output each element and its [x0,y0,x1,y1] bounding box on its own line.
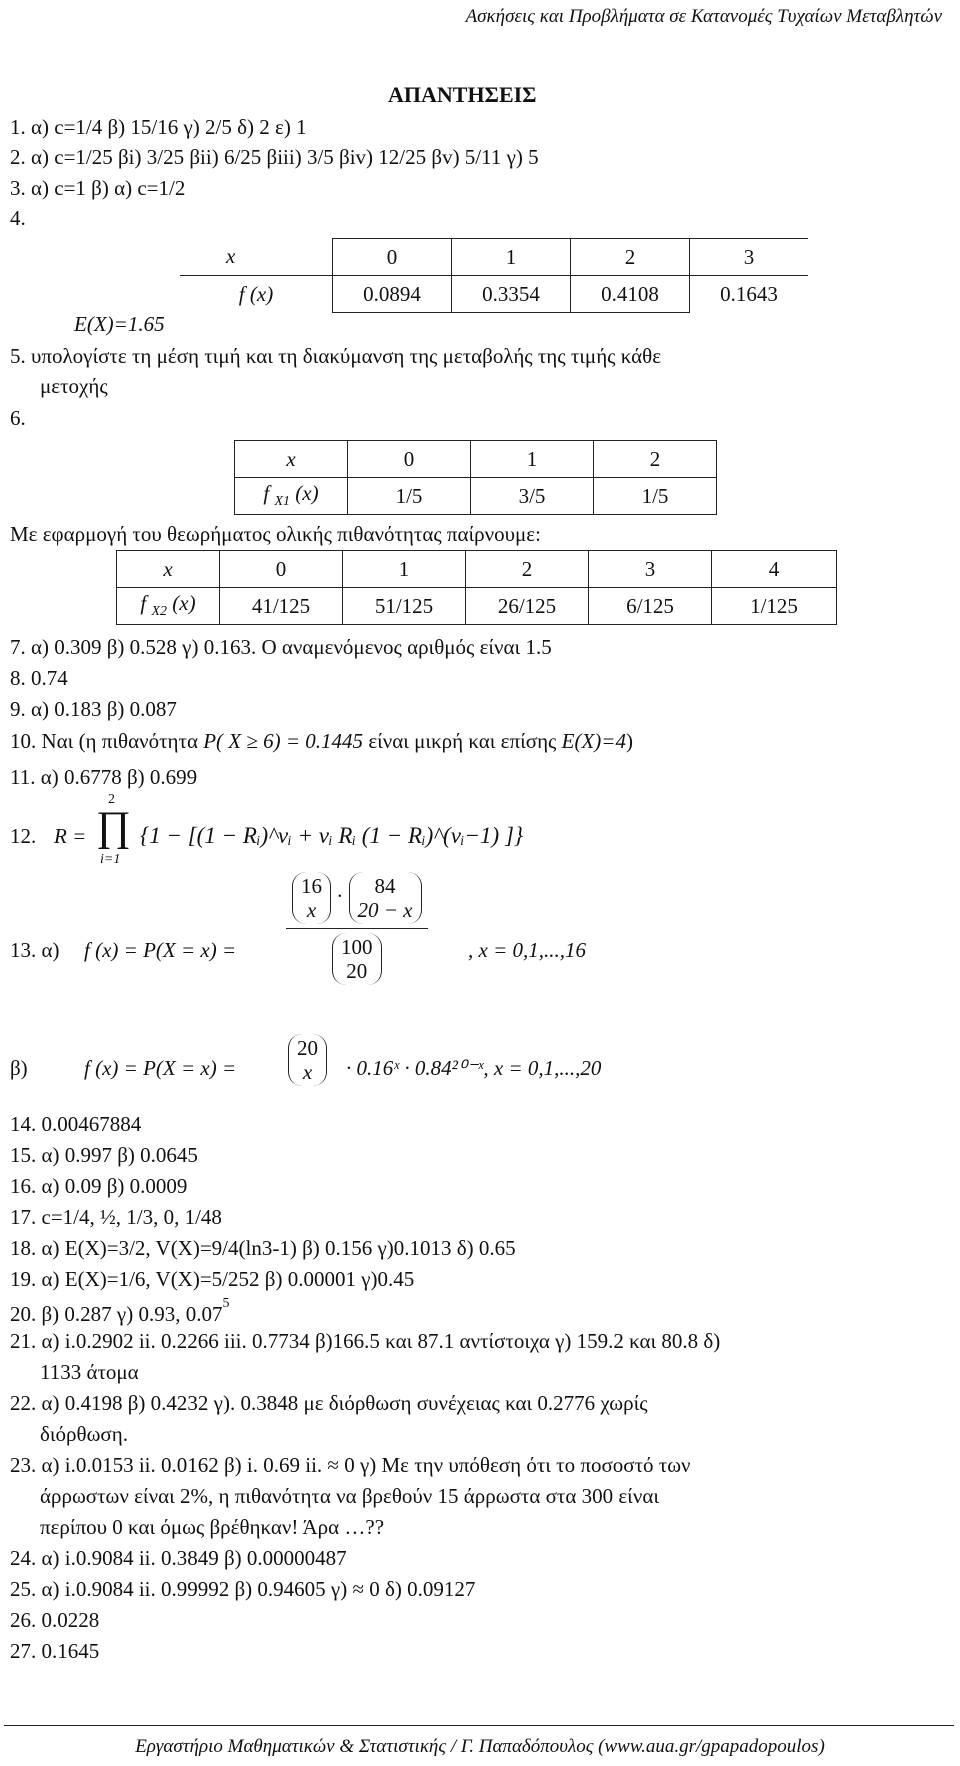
answer-20 [10,1296,229,1328]
answer-27: 27. 0.1645 [10,1639,100,1663]
table-cell: 4 [712,551,837,588]
table-cell: 1/5 [594,478,717,515]
binomial-bottom: 20 [346,959,368,983]
table-cell: 0.4108 [571,276,690,313]
table-cell: 26/125 [466,588,589,625]
table-cell: 0.0894 [333,276,452,313]
answer-13b-lhs: f (x) = P(X = x) = [84,1056,237,1080]
answer-24: 24. α) i.0.9084 ii. 0.3849 β) 0.00000487 [10,1546,347,1570]
answer-9: 9. α) 0.183 β) 0.087 [10,697,177,721]
answer-13a-lhs: f (x) = P(X = x) = [84,938,237,962]
table-cell: 2 [571,239,690,276]
answer-21: 21. α) i.0.2902 ii. 0.2266 iii. 0.7734 β)166.5 και 87.1 αντίστοιχα γ) 159.2 και 80.8 δ) [10,1329,721,1353]
answer-1: 1. α) c=1/4 β) 15/16 γ) 2/5 δ) 2 ε) 1 [10,115,307,139]
answer-10-text: 10. Ναι (η πιθανότητα [10,729,204,753]
answer-23-cont-1: άρρωστων είναι 2%, η πιθανότητα να βρεθούν 15 άρρωστα στα 300 είναι [40,1484,659,1508]
table-head-x: x [117,551,220,588]
answer-4: 4. [10,206,26,230]
answer-8: 8. 0.74 [10,666,68,690]
page-title: ΑΠΑΝΤΗΣΕΙΣ [388,82,537,107]
table-cell: 0.3354 [452,276,571,313]
fraction-numerator [286,872,428,929]
table-cell: 1 [471,441,594,478]
binomial-100-20 [332,933,382,985]
table-cell: 6/125 [589,588,712,625]
answer-13b-rhs: · 0.16ˣ · 0.84²⁰⁻ˣ, x = 0,1,...,20 [346,1056,602,1080]
answer-13a-range: , x = 0,1,...,16 [468,938,586,962]
table-cell: 2 [466,551,589,588]
table-head-x: x [180,239,333,276]
product-upper-limit: 2 [108,792,115,807]
table-cell: 1/125 [712,588,837,625]
answer-26: 26. 0.0228 [10,1608,100,1632]
table-cell: 0 [220,551,343,588]
answer-15: 15. α) 0.997 β) 0.0645 [10,1143,198,1167]
table-row [235,441,717,478]
table-cell: 3 [690,239,809,276]
binomial-top: 16 [301,874,322,898]
binomial-84-20-x [349,872,422,924]
answer-10 [10,727,633,755]
table-cell: 0.1643 [690,276,809,313]
table-cell: 3 [589,551,712,588]
table-cell: 1/5 [348,478,471,515]
answer-7: 7. α) 0.309 β) 0.528 γ) 0.163. Ο αναμενόμενος αριθμός είναι 1.5 [10,635,552,659]
answer-6-text: Με εφαρμογή του θεωρήματος ολικής πιθανότητας παίρνουμε: [10,522,541,546]
table-head-f: f $_{X1}$ (x) [235,478,348,515]
binomial-top: 84 [374,874,396,898]
table-answer-4 [180,238,808,313]
answer-17: 17. c=1/4, ½, 1/3, 0, 1/48 [10,1205,222,1229]
answer-22: 22. α) 0.4198 β) 0.4232 γ). 0.3848 με διόρθωση συνέχειας και 0.2776 χωρίς [10,1391,648,1415]
fraction-denominator [286,929,428,985]
binomial-bottom: x [306,898,317,922]
answer-12-label: 12. [10,824,37,848]
answer-3: 3. α) c=1 β) α) c=1/2 [10,176,186,200]
table-cell: 0 [348,441,471,478]
binomial-top: 100 [341,935,373,959]
answer-2: 2. α) c=1/25 βi) 3/25 βii) 6/25 βiii) 3/5 βiv) 12/25 βv) 5/11 γ) 5 [10,145,539,169]
answer-14: 14. 0.00467884 [10,1112,142,1136]
product-symbol: ∏ [96,804,131,850]
table-cell: 41/125 [220,588,343,625]
footer-divider [4,1725,954,1726]
table-head-f: f (x) [180,276,333,313]
answer-22-cont: διόρθωση. [40,1422,128,1446]
answer-20-superscript: 5 [222,1296,230,1311]
answer-13b-label: β) [10,1056,28,1080]
answer-18: 18. α) E(X)=3/2, V(X)=9/4(ln3-1) β) 0.156 γ)0.1013 δ) 0.65 [10,1236,516,1260]
binomial-top: 20 [297,1036,318,1060]
binomial-bottom: x [302,1060,313,1084]
product-lower-limit: i=1 [100,852,121,867]
answer-16: 16. α) 0.09 β) 0.0009 [10,1174,188,1198]
answer-10-text-mid: είναι μικρή και επίσης [363,729,562,753]
dot-operator: · [336,883,344,908]
answer-20-text: 20. β) 0.287 γ) 0.93, 0.07 [10,1302,223,1326]
table-row [117,551,837,588]
table-cell: 3/5 [471,478,594,515]
page-footer: Εργαστήριο Μαθηματικών & Στατιστικής / Γ. Παπαδόπουλος (www.aua.gr/gpapadopoulos) [135,1736,825,1757]
answer-10-expectation: E(X)=4 [561,729,626,753]
answer-6: 6. [10,406,26,430]
answer-4-expectation: E(X)=1.65 [74,312,165,336]
answer-19: 19. α) E(X)=1/6, V(X)=5/252 β) 0.00001 γ)0.45 [10,1267,415,1291]
table-answer-6a [234,440,717,515]
answer-10-probability: P( X ≥ 6) = 0.1445 [203,729,364,753]
table-cell: 1 [343,551,466,588]
answer-5: 5. υπολογίστε τη μέση τιμή και τη διακύμανση της μεταβολής της τιμής κάθε [10,344,662,368]
table-row [235,478,717,515]
binomial-16-x [292,872,331,924]
table-head-x: x [235,441,348,478]
answer-11: 11. α) 0.6778 β) 0.699 [10,765,198,789]
answer-10-close: ) [625,729,633,753]
answer-21-cont: 1133 άτομα [40,1360,139,1384]
answer-13a-fraction [286,872,428,985]
table-answer-6b [116,550,837,625]
table-row [117,588,837,625]
answer-5-cont: μετοχής [40,374,108,398]
answer-25: 25. α) i.0.9084 ii. 0.99992 β) 0.94605 γ) ≈ 0 δ) 0.09127 [10,1577,476,1601]
binomial-20-x [288,1034,327,1086]
table-row [180,239,808,276]
page-header: Ασκήσεις και Προβλήματα σε Κατανομές Τυχαίων Μεταβλητών [465,6,942,27]
table-head-f: f $_{X2}$ (x) [117,588,220,625]
answer-12-formula: {1 − [(1 − Rᵢ)^νᵢ + νᵢ Rᵢ (1 − Rᵢ)^(νᵢ−1) ]} [140,823,524,848]
table-row [180,276,808,313]
table-cell: 0 [333,239,452,276]
answer-12-lhs: R = [54,824,87,848]
table-cell: 51/125 [343,588,466,625]
table-cell: 2 [594,441,717,478]
binomial-bottom: 20 − x [357,898,413,922]
answer-23: 23. α) i.0.0153 ii. 0.0162 β) i. 0.69 ii. ≈ 0 γ) Με την υπόθεση ότι το ποσοστό των [10,1453,691,1477]
answer-23-cont-2: περίπου 0 και όμως βρέθηκαν! Άρα …?? [40,1515,385,1539]
table-cell: 1 [452,239,571,276]
answer-13-label: 13. α) [10,938,60,962]
